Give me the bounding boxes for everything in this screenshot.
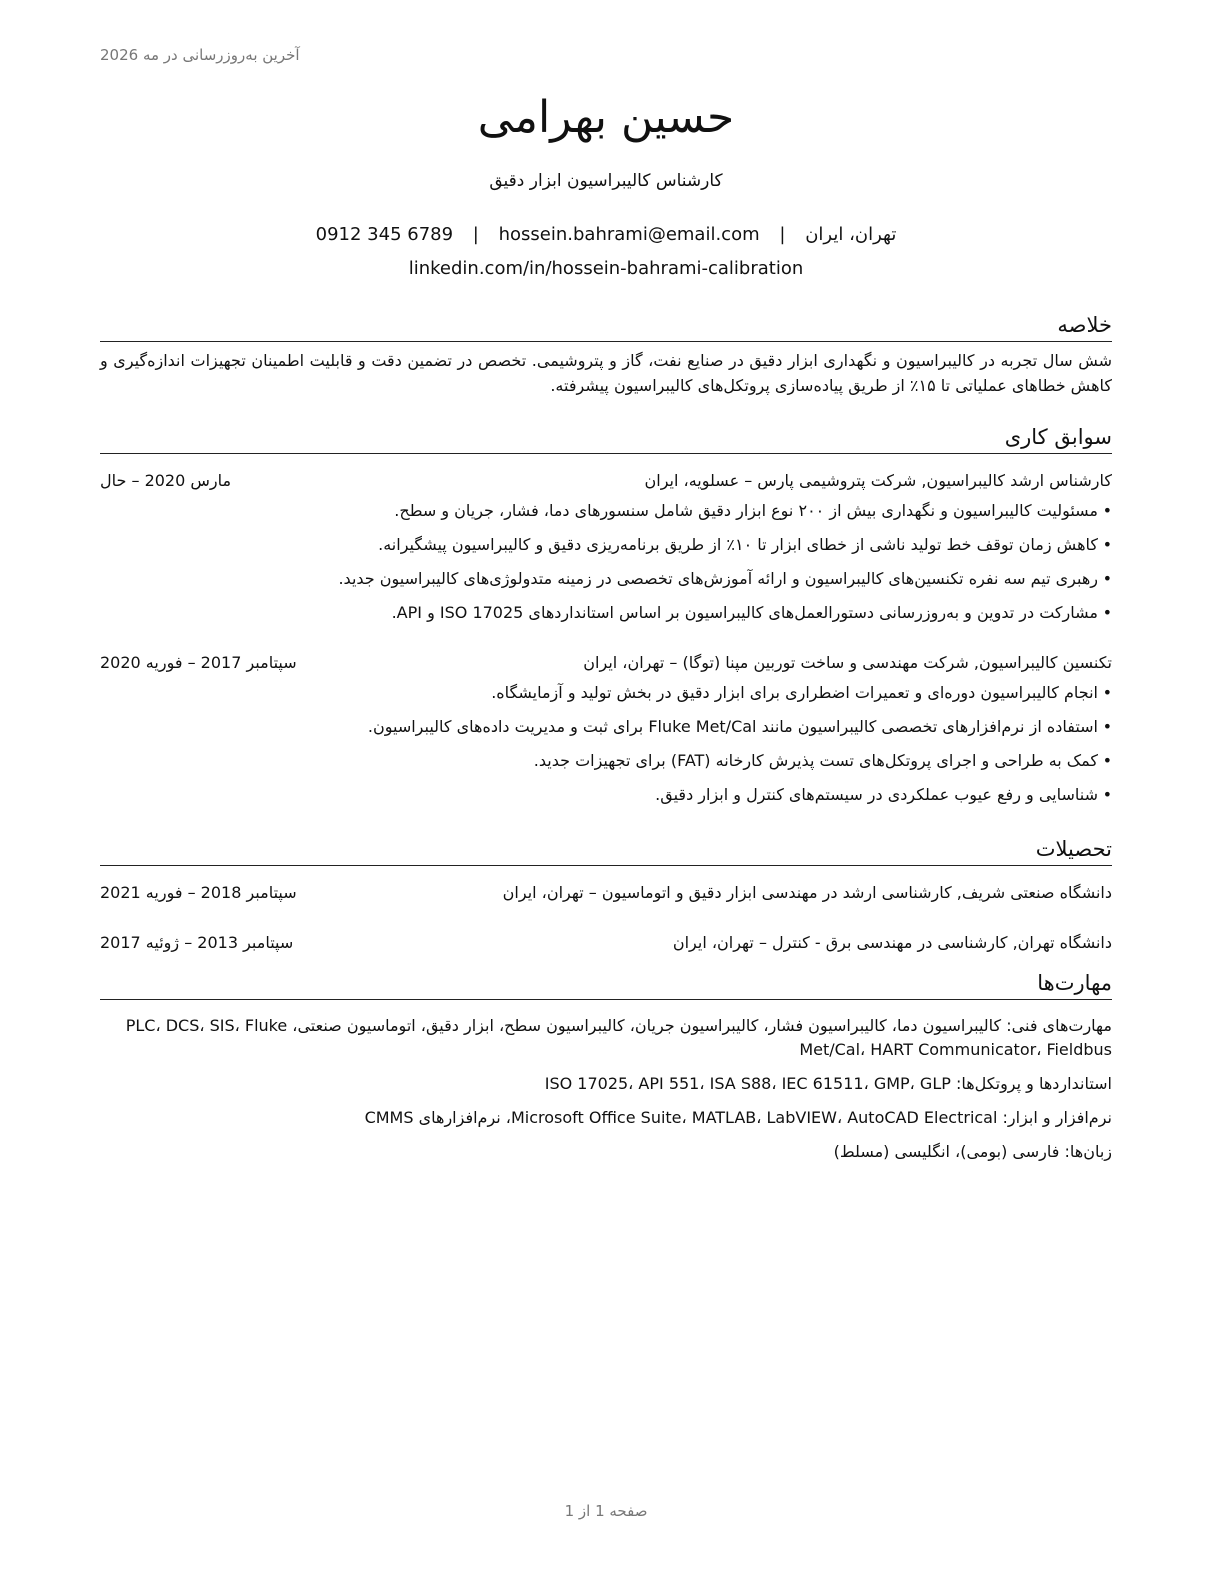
job-title-company: تکنسین کالیبراسیون, شرکت مهندسی و ساخت توربین مپنا (توگا) – تهران، ایران bbox=[583, 653, 1112, 672]
candidate-name: حسین بهرامی bbox=[477, 92, 735, 143]
job-bullet: • مسئولیت کالیبراسیون و نگهداری بیش از ۲۰۰ نوع ابزار دقیق شامل سنسورهای دما، فشار، جریان و سطح. bbox=[100, 494, 1112, 528]
job-entry bbox=[100, 650, 1112, 812]
job-bullet: • استفاده از نرم‌افزارهای تخصصی کالیبراسیون مانند Fluke Met/Cal برای ثبت و مدیریت داده‌های کالیبراسیون. bbox=[100, 710, 1112, 744]
contact-location: تهران، ایران bbox=[805, 224, 897, 245]
job-dates: مارس 2020 – حال bbox=[100, 471, 232, 490]
job-title-company: کارشناس ارشد کالیبراسیون, شرکت پتروشیمی پارس – عسلویه، ایران bbox=[644, 471, 1112, 490]
contact-email[interactable]: hossein.bahrami@email.com bbox=[498, 224, 760, 245]
section-title-summary: خلاصه bbox=[100, 311, 1112, 342]
section-title-education: تحصیلات bbox=[100, 835, 1112, 866]
contact-phone[interactable]: 0912 345 6789 bbox=[315, 224, 454, 245]
job-bullets bbox=[100, 494, 1112, 630]
resume-page bbox=[100, 0, 1112, 1584]
education-dates: سپتامبر 2018 – فوریه 2021 bbox=[100, 883, 297, 902]
education-entry bbox=[100, 928, 1112, 958]
education-school-degree: دانشگاه صنعتی شریف, کارشناسی ارشد در مهندسی ابزار دقیق و اتوماسیون – تهران، ایران bbox=[502, 883, 1112, 902]
job-bullet: • انجام کالیبراسیون دوره‌ای و تعمیرات اضطراری برای ابزار دقیق در بخش تولید و آزمایشگاه. bbox=[100, 676, 1112, 710]
job-bullet: • شناسایی و رفع عیوب عملکردی در سیستم‌های کنترل و ابزار دقیق. bbox=[100, 778, 1112, 812]
section-title-skills: مهارت‌ها bbox=[100, 969, 1112, 1000]
contact-linkedin[interactable]: linkedin.com/in/hossein-bahrami-calibration bbox=[408, 258, 804, 279]
education-dates: سپتامبر 2013 – ژوئیه 2017 bbox=[100, 933, 294, 952]
contact-separator: | bbox=[472, 224, 479, 245]
contact-line bbox=[100, 224, 1112, 245]
candidate-role: کارشناس کالیبراسیون ابزار دقیق bbox=[489, 171, 723, 191]
summary-section bbox=[100, 311, 1112, 398]
job-bullet: • رهبری تیم سه نفره تکنسین‌های کالیبراسیون و ارائه آموزش‌های تخصصی در زمینه متدولوژی‌های کالیبراسیون جدید. bbox=[100, 562, 1112, 596]
summary-text: شش سال تجربه در کالیبراسیون و نگهداری ابزار دقیق در صنایع نفت، گاز و پتروشیمی. تخصص در تضمین دقت و قابلیت اطمینان تجهیزات اندازه‌گیری و کاهش خطاهای عملیاتی تا ۱۵٪ از طریق پیاده‌سازی پروتکل‌های کالیبراسیون پیشرفته. bbox=[100, 351, 1112, 395]
job-bullet: • کمک به طراحی و اجرای پروتکل‌های تست پذیرش کارخانه (FAT) برای تجهیزات جدید. bbox=[100, 744, 1112, 778]
skills-line-technical: مهارت‌های فنی: کالیبراسیون دما، کالیبراسیون فشار، کالیبراسیون جریان، کالیبراسیون سطح، ابزار دقیق، اتوماسیون صنعتی، PLC، DCS، SIS، Fluke Met/Cal، HART Communicator، Fieldbus bbox=[125, 1016, 1112, 1059]
skills-line-languages: زبان‌ها: فارسی (بومی)، انگلیسی (مسلط) bbox=[833, 1142, 1112, 1161]
job-bullet: • کاهش زمان توقف خط تولید ناشی از خطای ابزار تا ۱۰٪ از طریق برنامه‌ریزی دقیق و کالیبراسیون پیشگیرانه. bbox=[100, 528, 1112, 562]
education-school-degree: دانشگاه تهران, کارشناسی در مهندسی برق - کنترل – تهران، ایران bbox=[672, 933, 1112, 952]
contact-separator: | bbox=[779, 224, 786, 245]
job-dates: سپتامبر 2017 – فوریه 2020 bbox=[100, 653, 297, 672]
job-bullets bbox=[100, 676, 1112, 812]
education-section bbox=[100, 835, 1112, 958]
job-bullet: • مشارکت در تدوین و به‌روزرسانی دستورالعمل‌های کالیبراسیون بر اساس استانداردهای ISO 17025 و API. bbox=[100, 596, 1112, 630]
job-heading bbox=[100, 468, 1112, 494]
education-entry bbox=[100, 878, 1112, 908]
job-entry bbox=[100, 468, 1112, 630]
skills-line-software: نرم‌افزار و ابزار: Microsoft Office Suite، MATLAB، LabVIEW، AutoCAD Electrical، نرم‌افزارهای CMMS bbox=[364, 1108, 1112, 1127]
section-title-experience: سوابق کاری bbox=[100, 423, 1112, 454]
last-updated: آخرین به‌روزرسانی در مه 2026 bbox=[100, 46, 300, 64]
job-heading bbox=[100, 650, 1112, 676]
page-number: صفحه 1 از 1 bbox=[564, 1502, 648, 1520]
skills-line-standards: استانداردها و پروتکل‌ها: ISO 17025، API 551، ISA S88، IEC 61511، GMP، GLP bbox=[544, 1074, 1112, 1093]
experience-section bbox=[100, 423, 1112, 812]
skills-section bbox=[100, 969, 1112, 1164]
